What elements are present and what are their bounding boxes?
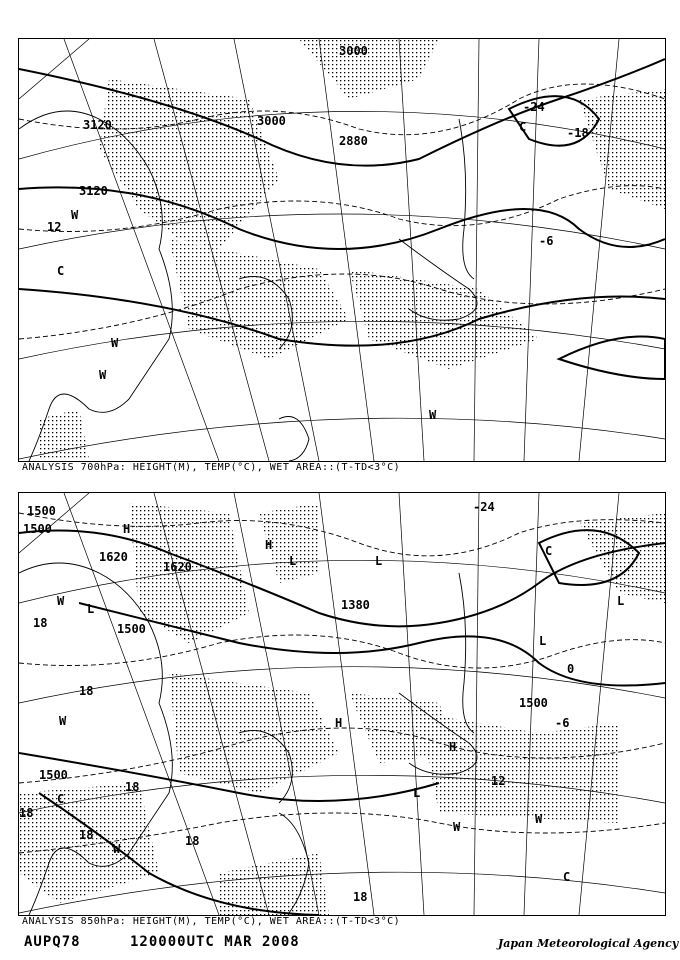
low-center-letter: L xyxy=(413,786,421,800)
warm-center-letter: W xyxy=(111,336,119,350)
height-label: 2880 xyxy=(339,134,368,148)
warm-center-letter: W xyxy=(535,812,543,826)
temperature-label: 18 xyxy=(19,806,34,820)
high-center-letter: H xyxy=(335,716,343,730)
height-label: 3000 xyxy=(257,114,286,128)
warm-center-letter: W xyxy=(57,594,65,608)
low-center-letter: L xyxy=(375,554,383,568)
temperature-label: 18 xyxy=(33,616,48,630)
temperature-label: 18 xyxy=(185,834,200,848)
warm-center-letter: W xyxy=(429,408,437,422)
height-label: 1500 xyxy=(27,504,56,518)
map-panel-850hpa xyxy=(18,492,666,916)
temperature-label: 0 xyxy=(567,662,575,676)
map-850hpa-canvas xyxy=(19,493,665,915)
height-label: 3000 xyxy=(339,44,368,58)
cold-center-letter: C xyxy=(519,120,527,134)
panel-caption-850hpa: ANALYSIS 850hPa: HEIGHT(M), TEMP(°C), WET AREA::(T-TD<3°C) xyxy=(22,916,401,927)
low-center-letter: L xyxy=(539,634,547,648)
temperature-label: 18 xyxy=(79,684,94,698)
warm-center-letter: W xyxy=(99,368,107,382)
chart-code: AUPQ78 xyxy=(24,934,81,950)
cold-center-letter: C xyxy=(57,264,65,278)
valid-time: 120000UTC MAR 2008 xyxy=(130,934,300,950)
temperature-label: -24 xyxy=(523,100,545,114)
height-label: 1620 xyxy=(99,550,128,564)
height-label: 3120 xyxy=(79,184,108,198)
height-label: 1500 xyxy=(23,522,52,536)
low-center-letter: L xyxy=(617,594,625,608)
warm-center-letter: W xyxy=(113,842,121,856)
map-700hpa-canvas xyxy=(19,39,665,461)
temperature-label: -24 xyxy=(473,500,495,514)
high-center-letter: H xyxy=(449,740,457,754)
low-center-letter: L xyxy=(289,554,297,568)
temperature-label: 12 xyxy=(491,774,506,788)
height-label: 3120 xyxy=(83,118,112,132)
warm-center-letter: W xyxy=(71,208,79,222)
height-label: 1500 xyxy=(39,768,68,782)
height-label: 1500 xyxy=(519,696,548,710)
temperature-label: 18 xyxy=(125,780,140,794)
temperature-label: 12 xyxy=(47,220,62,234)
low-center-letter: L xyxy=(87,602,95,616)
height-label: 1380 xyxy=(341,598,370,612)
cold-center-letter: C xyxy=(563,870,571,884)
map-panel-700hpa xyxy=(18,38,666,462)
cold-center-letter: C xyxy=(57,792,65,806)
temperature-label: -6 xyxy=(539,234,554,248)
panel-caption-700hpa: ANALYSIS 700hPa: HEIGHT(M), TEMP(°C), WET AREA::(T-TD<3°C) xyxy=(22,462,401,473)
cold-center-letter: C xyxy=(545,544,553,558)
temperature-label: -18 xyxy=(567,126,589,140)
agency-name: Japan Meteorological Agency xyxy=(498,937,679,950)
high-center-letter: H xyxy=(265,538,273,552)
height-label: 1500 xyxy=(117,622,146,636)
temperature-label: -6 xyxy=(555,716,570,730)
temperature-label: 18 xyxy=(353,890,368,904)
warm-center-letter: W xyxy=(453,820,461,834)
height-label: 1620 xyxy=(163,560,192,574)
temperature-label: 18 xyxy=(79,828,94,842)
warm-center-letter: W xyxy=(59,714,67,728)
high-center-letter: H xyxy=(123,522,131,536)
